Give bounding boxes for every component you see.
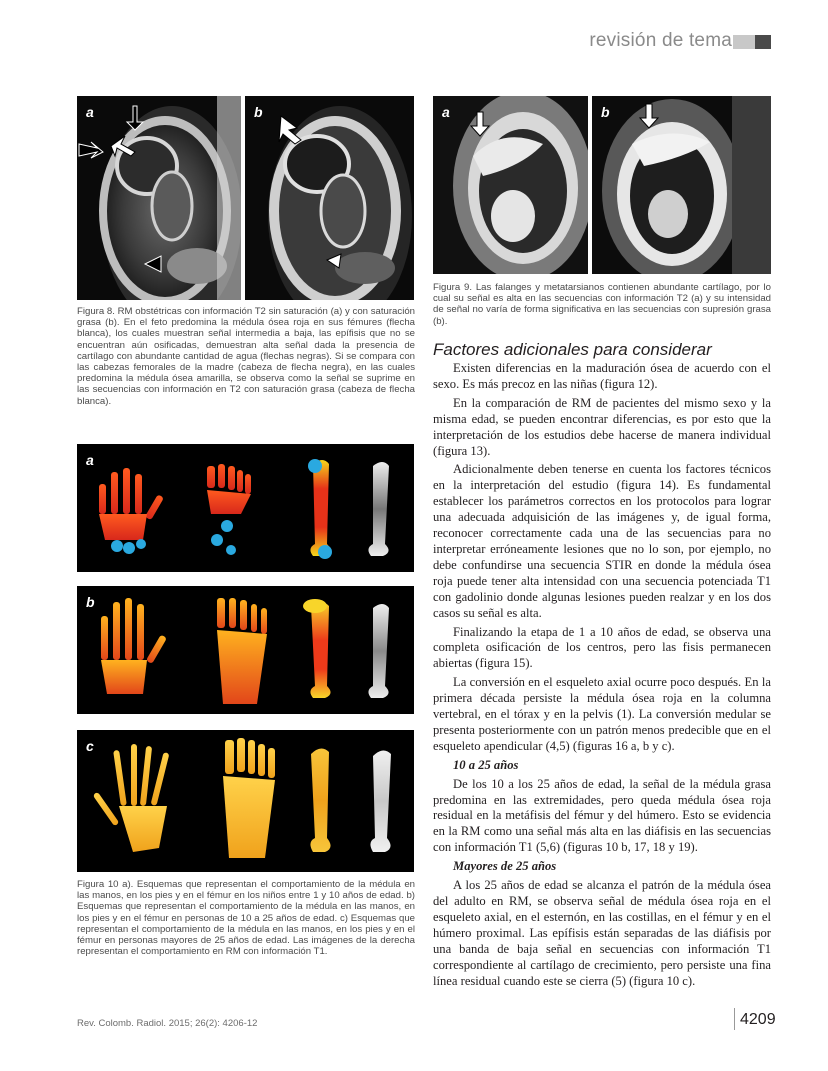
- subheading: 10 a 25 años: [453, 757, 519, 772]
- subheading: Mayores de 25 años: [453, 859, 557, 874]
- header-decoration-light: [733, 35, 755, 49]
- figure9-mri-a: [433, 96, 588, 274]
- section-title: revisión de tema: [589, 30, 732, 51]
- paragraph: Adicionalmente deben tenerse en cuenta los factores técnicos en la interpretación del estudio (figura 14). Es fundamental establecer los parámetros correctos en los protocolos para lograr una adecuada adquisición de las imágenes y, de igual forma, reconocer correctamente cada una de las secuencias para no interpretar erróneamente lesiones que no lo son, por ejemplo, no debe confundirse una secuencia STIR en donde la médula ósea roja puede tener alta intensidad con una secuencia potenciada T1 con gadolinio donde algunas lesiones pueden realzar y en los dos casos su señal es alta.: [433, 462, 771, 620]
- footer-divider: [734, 1008, 735, 1030]
- figure10-caption: Figura 10 a). Esquemas que representan el comportamiento de la médula en las manos, en los pies y en el fémur en los niños entre 1 y 10 años de edad. b) Esquemas que representan el comportamiento de la médula en las manos, en los pies y en el fémur en personas de 10 a 25 años de edad. c) Esquemas que representan el comportamiento de la médula en las manos, en los pies y en el fémur en personas mayores de 25 años de edad. Las imágenes de la derecha representan el comportamiento en RM con información T1.: [77, 879, 415, 958]
- panel-label-a: a: [86, 104, 94, 120]
- paragraph: De los 10 a los 25 años de edad, la señal de la médula grasa predomina en las extremidades, pero queda médula ósea roja residual en la metáfisis del fémur y del húmero. Esto se evidencia en la RM como una señal más alta en las diáfisis en las secuencias con información T1 (5,6) (figuras 10 b, 17, 18 y 19).: [433, 776, 771, 855]
- panel-label-c: c: [86, 738, 94, 754]
- article-body: [433, 361, 771, 992]
- figure10-schematic-a: [77, 444, 414, 572]
- figure8-panel-a: [77, 96, 241, 300]
- figure9-caption: Figura 9. Las falanges y metatarsianos contienen abundante cartílago, por lo cual su señal es alta en las secuencias con información T2 (a) y su intensidad de señal no varía de forma significativa en las secuencias con supresión grasa (b).: [433, 282, 771, 327]
- paragraph: A los 25 años de edad se alcanza el patrón de la médula ósea del adulto en RM, se observa señal de médula ósea roja en el esqueleto axial, en el esternón, en las costillas, en el fémur y en el húmero proximal. Las epífisis están separadas de las diáfisis por una banda de baja señal en secuencias con información T1 correspondiente al cartílago de crecimiento, pero persiste una fina línea residual cuando este se cierra (5) (figura 10 c).: [433, 878, 771, 988]
- paragraph: Finalizando la etapa de 1 a 10 años de edad, se observa una completa osificación de los centros, pero las fisis permanecen abiertas (figura 15).: [433, 624, 771, 671]
- panel-label-a: a: [86, 452, 94, 468]
- page-number: 4209: [740, 1011, 776, 1028]
- figure9-mri-b: [592, 96, 771, 274]
- figure8-caption: Figura 8. RM obstétricas con información T2 sin saturación (a) y con saturación grasa (b). En el feto predomina la médula ósea roja en sus fémures (flecha blanca), los cuales muestran señal intermedia a baja, las epífisis que no se encuentran aún osificadas, demuestran alta señal dada la presencia de cartílago con abundante cantidad de agua (flechas negras). Si se compara con las cabezas femorales de la madre (cabeza de flecha negra), en las cuales predomina la médula ósea amarilla, se observa como la señal se suprime en las secuencias con información en T2 con saturación grasa (cabeza de flecha blanca).: [77, 306, 415, 407]
- header-decoration-dark: [755, 35, 771, 49]
- paragraph: La conversión en el esqueleto axial ocurre poco después. En la primera década persiste la médula ósea roja en la columna vertebral, en el tórax y en la pelvis (1). La conversión medular se presenta posteriormente con un patrón menos predecible que en el esqueleto apendicular (4,5) (figuras 16 a, b y c).: [433, 675, 771, 753]
- figure8-mri-b: [245, 96, 414, 300]
- figure10-panel-c: [77, 730, 414, 872]
- panel-label-b: b: [601, 104, 610, 120]
- panel-label-b: b: [86, 594, 95, 610]
- figure10-schematic-c: [77, 730, 414, 872]
- figure9-panel-b: [592, 96, 771, 274]
- citation: Rev. Colomb. Radiol. 2015; 26(2): 4206-12: [77, 1018, 258, 1029]
- panel-label-a: a: [442, 104, 450, 120]
- figure10-panel-a: [77, 444, 414, 572]
- figure10-panel-b: [77, 586, 414, 714]
- figure10-schematic-b: [77, 586, 414, 714]
- figure8-mri-a: [77, 96, 241, 300]
- figure8-panel-b: [245, 96, 414, 300]
- paragraph: Existen diferencias en la maduración ósea de acuerdo con el sexo. Es más precoz en las niñas (figura 12).: [433, 361, 771, 391]
- panel-label-b: b: [254, 104, 263, 120]
- figure9-panel-a: [433, 96, 588, 274]
- paragraph: En la comparación de RM de pacientes del mismo sexo y la misma edad, se pueden encontrar diferencias, es por esto que la interpretación de los estudios debe hacerse de manera individual (figura 13).: [433, 395, 771, 458]
- section-heading: Factores adicionales para considerar: [433, 340, 712, 359]
